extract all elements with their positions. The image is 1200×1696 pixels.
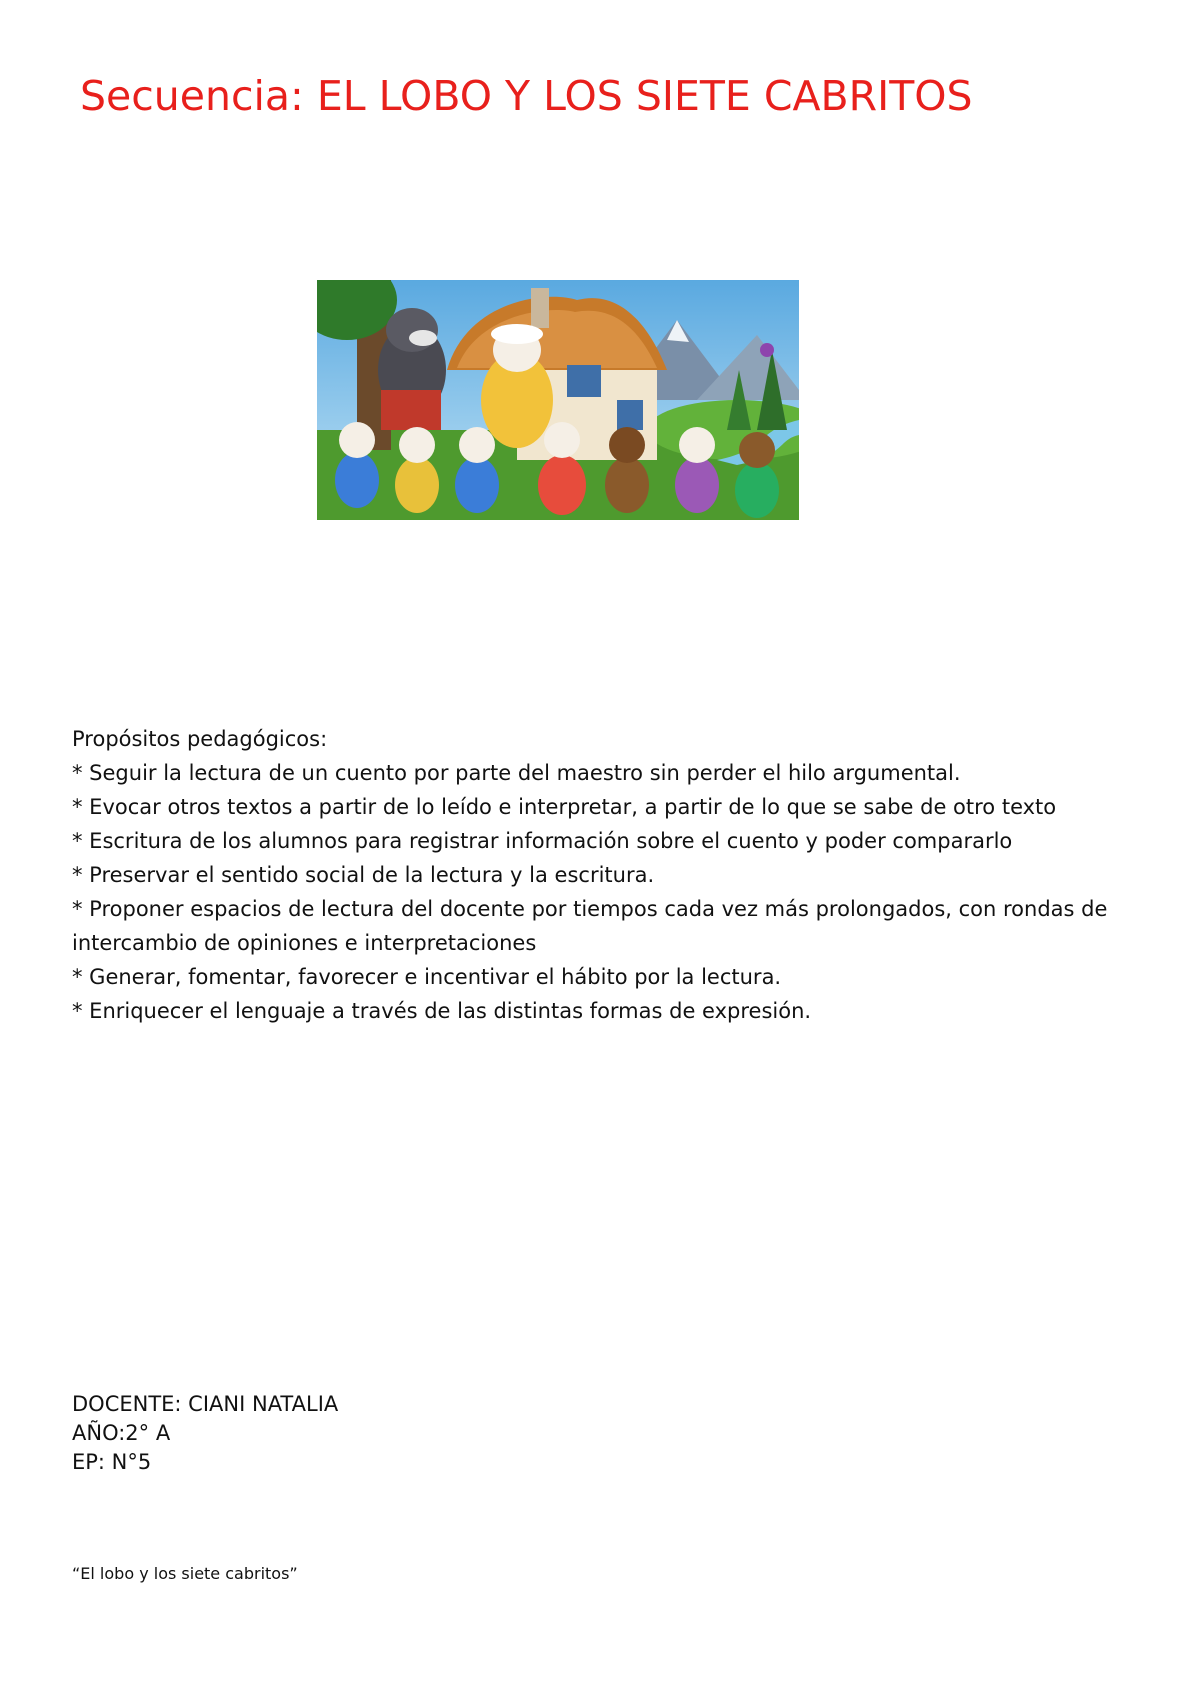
page-title: Secuencia: EL LOBO Y LOS SIETE CABRITOS [80, 72, 973, 120]
purpose-item: * Enriquecer el lenguaje a través de las distintas formas de expresión. [72, 999, 812, 1023]
purposes-heading: Propósitos pedagógicos: [72, 727, 328, 751]
purpose-item: * Proponer espacios de lectura del docente por tiempos cada vez más prolongados, con rondas de intercambio de opiniones e interpretaciones [72, 897, 1108, 955]
wolf-and-goats-illustration [317, 280, 799, 520]
purpose-item: * Preservar el sentido social de la lectura y la escritura. [72, 863, 655, 887]
purpose-item: * Escritura de los alumnos para registrar información sobre el cuento y poder compararlo [72, 829, 1013, 853]
footnote-title: “El lobo y los siete cabritos” [72, 1564, 298, 1583]
school-number: EP: N°5 [72, 1450, 152, 1474]
pedagogical-purposes [72, 722, 1142, 1028]
purpose-item: * Evocar otros textos a partir de lo leído e interpretar, a partir de lo que se sabe de otro texto [72, 795, 1057, 819]
purpose-item: * Generar, fomentar, favorecer e incentivar el hábito por la lectura. [72, 965, 782, 989]
school-year: AÑO:2° A [72, 1421, 171, 1445]
purpose-item: * Seguir la lectura de un cuento por parte del maestro sin perder el hilo argumental. [72, 761, 961, 785]
teacher-name: DOCENTE: CIANI NATALIA [72, 1392, 339, 1416]
teacher-info [72, 1390, 338, 1477]
